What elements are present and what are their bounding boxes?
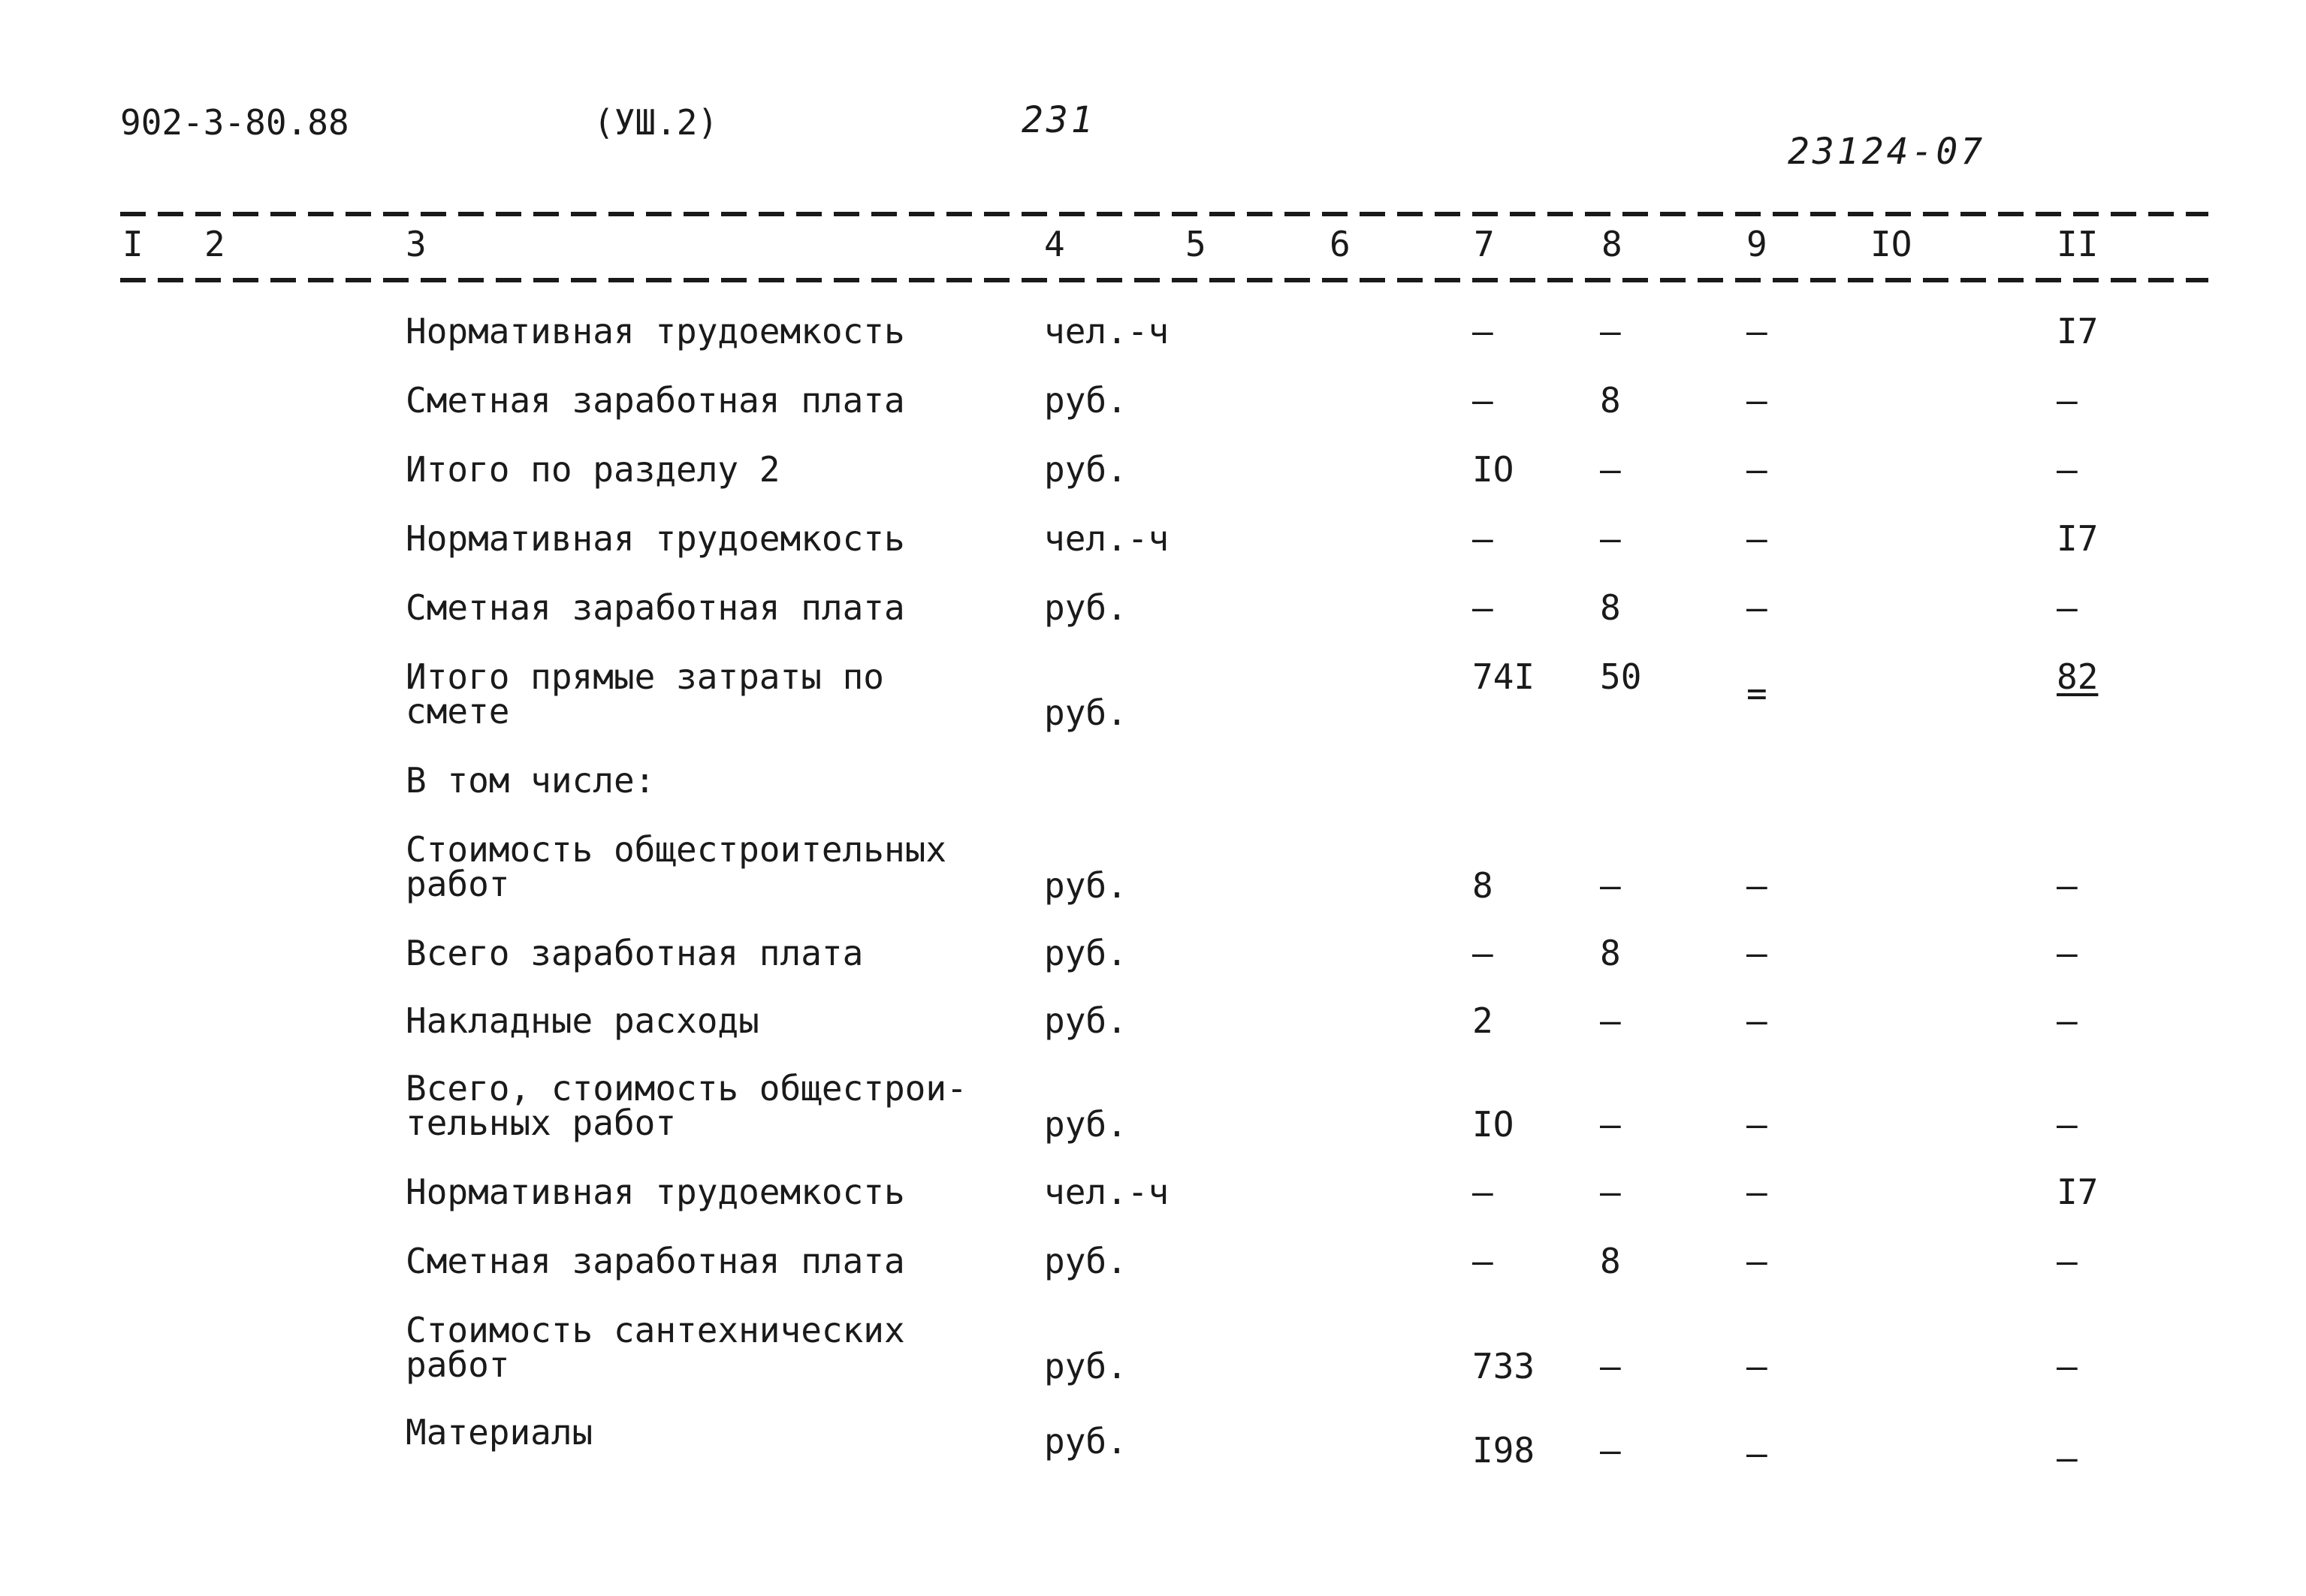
row-col11: – [2057, 1104, 2078, 1145]
row-col7: – [1472, 1172, 1493, 1212]
row-col8: – [1600, 865, 1621, 906]
row-col9: – [1746, 311, 1767, 351]
row-description-line-1: Стоимость общестроительных [406, 829, 947, 870]
row-unit: руб. [1044, 587, 1127, 628]
row-col7: – [1472, 933, 1493, 973]
column-header-5: 5 [1185, 224, 1206, 264]
row-col8: 50 [1600, 656, 1642, 697]
row-col9: – [1746, 1241, 1767, 1281]
row-description: Нормативная трудоемкость [406, 1172, 905, 1212]
row-unit: руб. [1044, 1104, 1127, 1145]
row-col7: 74I [1472, 656, 1535, 697]
column-header-2: 2 [204, 224, 225, 264]
row-col11: I7 [2057, 518, 2099, 559]
column-header-9: 9 [1746, 224, 1767, 264]
row-unit: руб. [1044, 380, 1127, 421]
row-unit: руб. [1044, 1421, 1127, 1462]
row-unit: руб. [1044, 1346, 1127, 1386]
row-col7: – [1472, 380, 1493, 421]
row-unit: руб. [1044, 692, 1127, 733]
row-description: Сметная заработная плата [406, 1241, 905, 1281]
row-col8: – [1600, 311, 1621, 351]
row-col7: – [1472, 311, 1493, 351]
row-col8: – [1600, 518, 1621, 559]
row-col11: – [2057, 1438, 2078, 1478]
section-label: (УШ.2) [593, 102, 719, 143]
row-col9: – [1746, 865, 1767, 906]
stamp-number: 23124-07 [1788, 131, 1986, 173]
row-description: Итого по разделу 2 [406, 449, 780, 490]
row-description: Всего заработная плата [406, 933, 864, 973]
row-col9: – [1746, 1000, 1767, 1041]
row-col11: I7 [2057, 311, 2099, 351]
row-unit: руб. [1044, 1000, 1127, 1041]
row-col9: – [1746, 1172, 1767, 1212]
column-header-10: IO [1870, 224, 1912, 264]
row-col8: 8 [1600, 587, 1621, 628]
row-description-line-1: Стоимость сантехнических [406, 1310, 905, 1350]
row-description-line-1: Итого прямые затраты по [406, 656, 884, 697]
row-col8: – [1600, 1172, 1621, 1212]
row-col7: 2 [1472, 1000, 1493, 1041]
row-col11: – [2057, 933, 2078, 973]
row-col9: – [1746, 1433, 1767, 1474]
row-col9: = [1746, 673, 1767, 714]
column-header-1: I [122, 224, 143, 264]
row-col9: – [1746, 933, 1767, 973]
row-col8: – [1600, 1346, 1621, 1386]
row-unit: руб. [1044, 865, 1127, 906]
row-description-line-2: работ [406, 1344, 510, 1385]
row-col11: – [2057, 1346, 2078, 1386]
row-unit: чел.-ч [1044, 518, 1170, 559]
row-col11: 82 [2057, 656, 2099, 697]
row-description: Сметная заработная плата [406, 587, 905, 628]
row-unit: чел.-ч [1044, 311, 1170, 351]
column-header-11: II [2057, 224, 2099, 264]
row-col8: – [1600, 449, 1621, 490]
row-description-line-2: тельных работ [406, 1103, 677, 1143]
row-description: Сметная заработная плата [406, 380, 905, 421]
column-header-8: 8 [1601, 224, 1622, 264]
row-description: В том числе: [406, 760, 656, 801]
row-description-line-2: работ [406, 864, 510, 904]
row-col11: – [2057, 1241, 2078, 1281]
row-col7: IO [1472, 449, 1514, 490]
row-col9: – [1746, 518, 1767, 559]
row-unit: руб. [1044, 933, 1127, 973]
row-description: Материалы [406, 1412, 593, 1453]
row-col9: – [1746, 587, 1767, 628]
row-col7: I98 [1472, 1430, 1535, 1471]
row-col11: – [2057, 449, 2078, 490]
row-col8: 8 [1600, 933, 1621, 973]
row-col11: – [2057, 1000, 2078, 1041]
row-col7: 8 [1472, 865, 1493, 906]
row-col11: – [2057, 587, 2078, 628]
row-col8: – [1600, 1000, 1621, 1041]
row-description: Нормативная трудоемкость [406, 518, 905, 559]
row-col8: 8 [1600, 1241, 1621, 1281]
row-col9: – [1746, 380, 1767, 421]
row-col7: – [1472, 587, 1493, 628]
row-col7: IO [1472, 1104, 1514, 1145]
document-code: 902-3-80.88 [120, 102, 349, 143]
row-unit: руб. [1044, 1241, 1127, 1281]
row-col8: 8 [1600, 380, 1621, 421]
row-col9: – [1746, 1346, 1767, 1386]
row-col7: – [1472, 518, 1493, 559]
row-col11: I7 [2057, 1172, 2099, 1212]
column-header-4: 4 [1044, 224, 1065, 264]
page-number: 231 [1022, 99, 1096, 141]
row-col8: – [1600, 1104, 1621, 1145]
row-col9: – [1746, 1104, 1767, 1145]
row-col11: – [2057, 865, 2078, 906]
row-description-line-1: Всего, стоимость общестрои- [406, 1068, 967, 1109]
column-header-6: 6 [1330, 224, 1351, 264]
table-top-rule [120, 212, 2208, 216]
row-description-line-2: смете [406, 691, 510, 732]
column-header-3: 3 [406, 224, 427, 264]
column-header-7: 7 [1474, 224, 1495, 264]
row-description: Накладные расходы [406, 1000, 759, 1041]
row-col9: – [1746, 449, 1767, 490]
table-header-rule [120, 278, 2208, 282]
row-col7: – [1472, 1241, 1493, 1281]
row-description: Нормативная трудоемкость [406, 311, 905, 351]
row-col8: – [1600, 1430, 1621, 1471]
row-unit: чел.-ч [1044, 1172, 1170, 1212]
row-col7: 733 [1472, 1346, 1535, 1386]
row-unit: руб. [1044, 449, 1127, 490]
row-col11: – [2057, 380, 2078, 421]
